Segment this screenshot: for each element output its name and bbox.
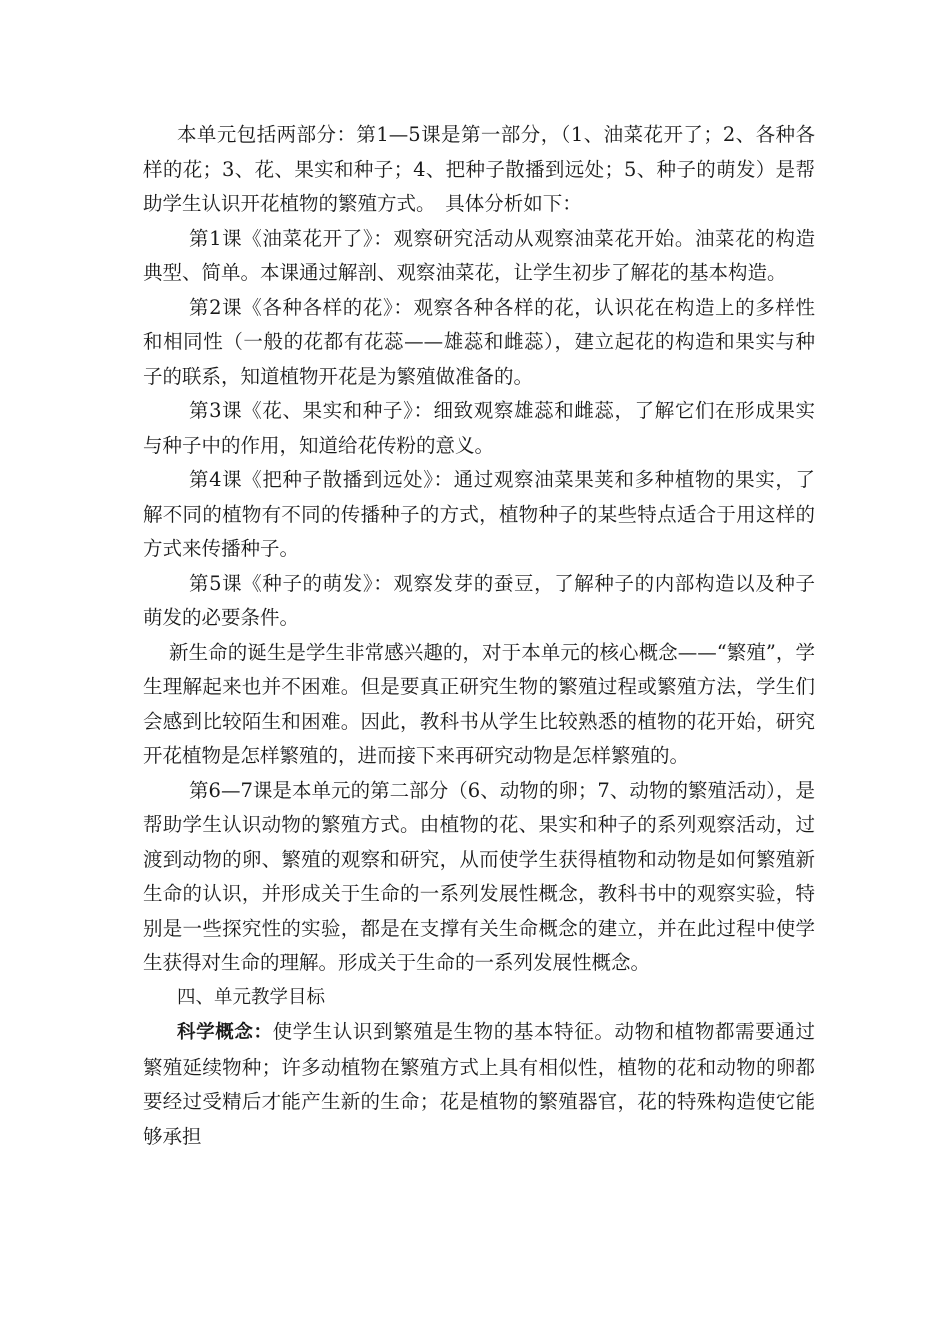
intro-paragraph: 本单元包括两部分：第1—5课是第一部分，（1、油菜花开了；2、各种各样的花；3、花、果实和种子；4、把种子散播到远处；5、种子的萌发）是帮助学生认识开花植物的繁殖方式。 具体分析如下： [143, 123, 815, 215]
lesson2-paragraph: 第2课《各种各样的花》：观察各种各样的花，认识花在构造上的多样性和相同性（一般的花都有花蕊——雄蕊和雌蕊），建立起花的构造和果实与种子的联系，知道植物开花是为繁殖做准备的。 [143, 295, 815, 388]
science-concept-text: 使学生认识到繁殖是生物的基本特征。动物和植物都需要通过繁殖延续物种；许多动植物在繁殖方式上具有相似性，植物的花和动物的卵都要经过受精后才能产生新的生命；花是植物的繁殖器官，花的特殊构造使它能够承担 [143, 1020, 815, 1148]
lesson5-paragraph: 第5课《种子的萌发》：观察发芽的蚕豆，了解种子的内部构造以及种子萌发的必要条件。 [143, 571, 815, 629]
lesson3-paragraph: 第3课《花、果实和种子》：细致观察雄蕊和雌蕊，了解它们在形成果实与种子中的作用，知道给花传粉的意义。 [143, 399, 815, 457]
core-concept-paragraph: 新生命的诞生是学生非常感兴趣的，对于本单元的核心概念——“繁殖”，学生理解起来也并不困难。但是要真正研究生物的繁殖过程或繁殖方法，学生们会感到比较陌生和困难。因此，教科书从学生比较熟悉的植物的花开始，研究开花植物是怎样繁殖的，进而接下来再研究动物是怎样繁殖的。 [143, 640, 815, 767]
lesson1-paragraph: 第1课《油菜花开了》：观察研究活动从观察油菜花开始。油菜花的构造典型、简单。本课通过解剖、观察油菜花，让学生初步了解花的基本构造。 [143, 226, 815, 284]
science-concept-label: 科学概念： [177, 1022, 273, 1043]
part2-paragraph: 第6—7课是本单元的第二部分（6、动物的卵；7、动物的繁殖活动），是帮助学生认识动物的繁殖方式。由植物的花、果实和种子的系列观察活动，过渡到动物的卵、繁殖的观察和研究，从而使学生获得植物和动物是如何繁殖新生命的认识，并形成关于生命的一系列发展性概念，教科书中的观察实验，特别是一些探究性的实验，都是在支撑有关生命概念的建立，并在此过程中使学生获得对生命的理解。形成关于生命的一系列发展性概念。 [143, 778, 815, 974]
section-heading: 四、单元教学目标 [177, 986, 326, 1008]
document-page [143, 118, 815, 1154]
lesson4-paragraph: 第4课《把种子散播到远处》：通过观察油菜果荚和多种植物的果实，了解不同的植物有不同的传播种子的方式，植物种子的某些特点适合于用这样的方式来传播种子。 [143, 468, 815, 560]
science-concept-paragraph [143, 1015, 815, 1154]
